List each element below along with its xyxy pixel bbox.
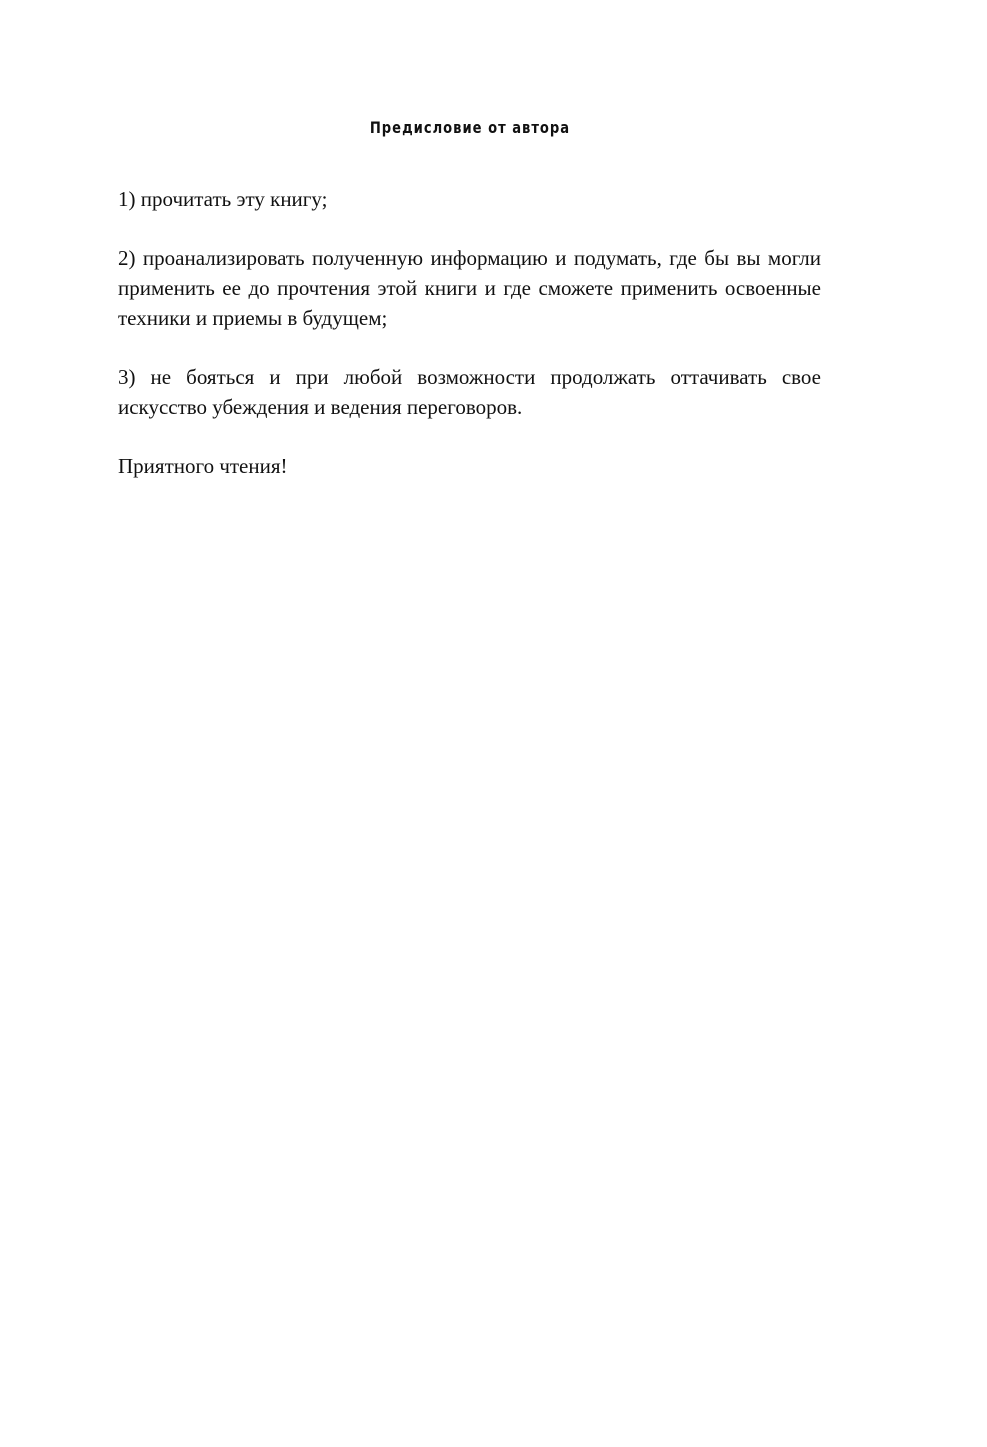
paragraph-item-3: 3) не бояться и при любой возможности продолжать оттачивать свое искусство убеждения и ведения переговоров. <box>118 365 821 419</box>
closing-line: Приятного чтения! <box>118 454 288 478</box>
running-head-title: Предисловие от автора <box>369 118 571 137</box>
page-body <box>118 184 821 510</box>
paragraph-item-1: 1) прочитать эту книгу; <box>118 187 328 211</box>
paragraph-item-2: 2) проанализировать полученную информацию и подумать, где бы вы могли применить ее до прочтения этой книги и где сможете применить освоенные техники и приемы в будущем; <box>118 246 821 330</box>
